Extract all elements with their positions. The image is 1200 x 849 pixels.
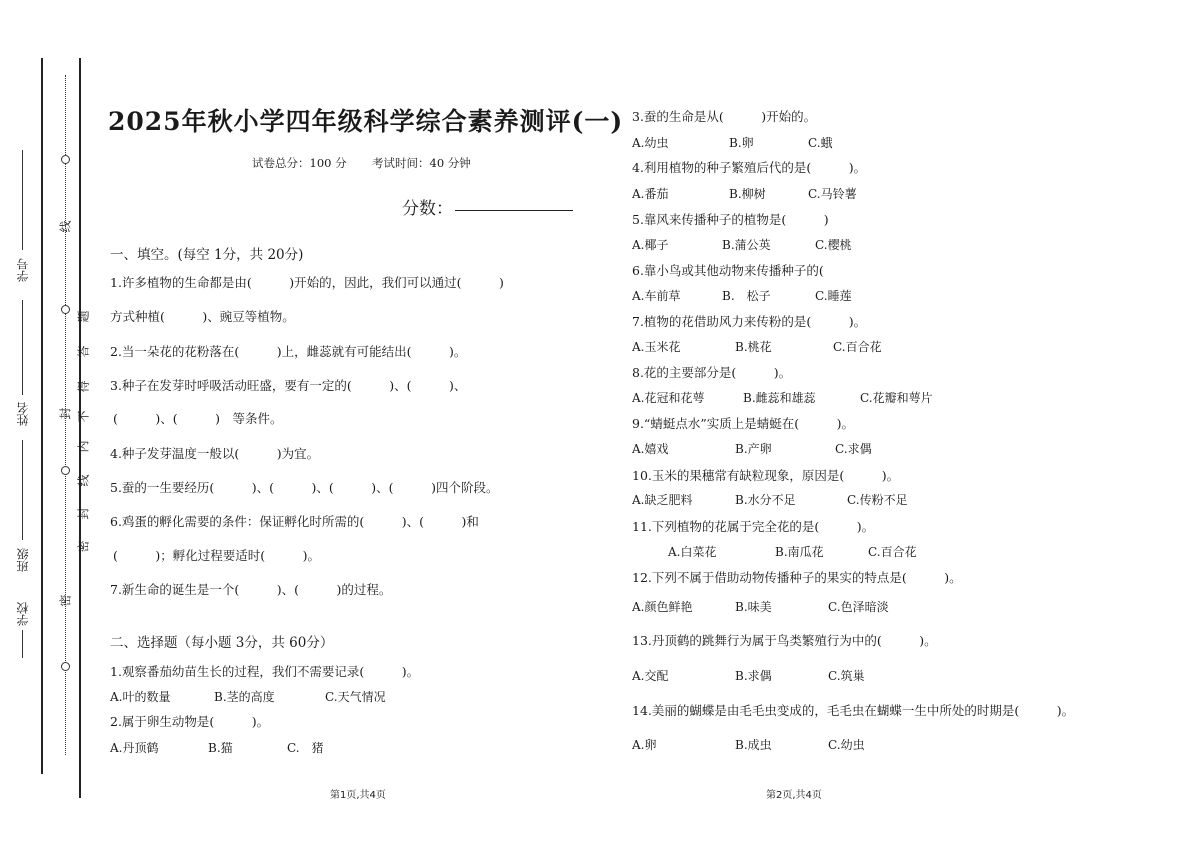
option[interactable]: C.百合花 (868, 545, 917, 559)
option[interactable]: B.求偶 (735, 669, 772, 683)
field-class[interactable] (22, 440, 23, 540)
option[interactable]: B.成虫 (735, 738, 772, 752)
option[interactable]: B.蒲公英 (722, 238, 771, 252)
binding-hole (61, 466, 70, 475)
option[interactable]: A.玉米花 (632, 340, 681, 354)
field-name[interactable] (22, 300, 23, 395)
notice-char: 内 (76, 440, 91, 453)
option[interactable]: C. 猪 (287, 741, 324, 755)
option[interactable]: A.白菜花 (668, 545, 717, 559)
notice-char: 不 (76, 410, 91, 423)
option[interactable]: A.颜色鲜艳 (632, 600, 693, 614)
question-text: 13.丹顶鹤的跳舞行为属于鸟类繁殖行为中的( )。 (632, 633, 937, 648)
option[interactable]: A.嬉戏 (632, 442, 669, 456)
option[interactable]: B.桃花 (735, 340, 772, 354)
fill-line: 方式种植( )、豌豆等植物。 (110, 309, 295, 324)
score-label: 分数： (402, 199, 453, 219)
field-school[interactable] (22, 630, 23, 658)
question-text: 5.靠风来传播种子的植物是( ) (632, 212, 829, 227)
margin-outer-line (41, 58, 43, 774)
option[interactable]: A.交配 (632, 669, 669, 683)
notice-char: 线 (76, 474, 91, 487)
option[interactable]: C.樱桃 (815, 238, 852, 252)
option[interactable]: C.百合花 (833, 340, 882, 354)
fill-line: 3.种子在发芽时呼吸活动旺盛，要有一定的( )、( )、 (110, 378, 467, 393)
question-text: 10.玉米的果穗常有缺粒现象，原因是( )。 (632, 468, 900, 483)
option[interactable]: C.天气情况 (325, 690, 386, 704)
option[interactable]: A.叶的数量 (110, 690, 171, 704)
question-text: 14.美丽的蝴蝶是由毛毛虫变成的，毛毛虫在蝴蝶一生中所处的时期是( )。 (632, 703, 1075, 718)
option[interactable]: B.柳树 (729, 187, 766, 201)
option[interactable]: C.求偶 (835, 442, 872, 456)
option[interactable]: A.缺乏肥料 (632, 493, 693, 507)
page-2-footer: 第2页,共4页 (766, 790, 822, 801)
option[interactable]: B.茎的高度 (214, 690, 275, 704)
field-label-name: 姓名 (16, 402, 30, 426)
question-text: 1.观察番茄幼苗生长的过程，我们不需要记录( )。 (110, 664, 420, 679)
fill-line: ( )；孵化过程要适时( )。 (113, 548, 321, 563)
fill-line: 2.当一朵花的花粉落在( )上，雌蕊就有可能结出( )。 (110, 344, 467, 359)
option[interactable]: C.蛾 (808, 136, 833, 150)
seal-char-xian: 线 (58, 220, 73, 233)
option[interactable]: A.卵 (632, 738, 657, 752)
option[interactable]: B.南瓜花 (775, 545, 824, 559)
fill-line: 1.许多植物的生命都是由( )开始的，因此，我们可以通过( ) (110, 275, 504, 290)
option[interactable]: C.色泽暗淡 (828, 600, 889, 614)
option[interactable]: C.马铃薯 (808, 187, 857, 201)
option[interactable]: C.花瓣和萼片 (860, 391, 933, 405)
option[interactable]: A.车前草 (632, 289, 681, 303)
option[interactable]: B.猫 (208, 741, 233, 755)
question-text: 4.利用植物的种子繁殖后代的是( )。 (632, 160, 867, 175)
option[interactable]: C.筑巢 (828, 669, 865, 683)
field-label-school: 学校 (16, 602, 30, 626)
question-text: 6.靠小鸟或其他动物来传播种子的( (632, 263, 824, 278)
section1-heading: 一、填空。(每空 1分，共 20分) (110, 247, 304, 263)
question-text: 2.属于卵生动物是( )。 (110, 714, 270, 729)
fill-line: 4.种子发芽温度一般以( )为宜。 (110, 446, 320, 461)
binding-hole (61, 305, 70, 314)
option[interactable]: A.花冠和花萼 (632, 391, 705, 405)
seal-char-mi: 密 (58, 594, 73, 607)
fill-line: 6.鸡蛋的孵化需要的条件：保证孵化时所需的( )、( )和 (110, 514, 479, 529)
notice-char: 封 (76, 507, 91, 520)
option[interactable]: B.雌蕊和雄蕊 (743, 391, 816, 405)
option[interactable]: B.水分不足 (735, 493, 796, 507)
seal-char-feng: 封 (58, 407, 73, 420)
notice-char: 答 (76, 345, 91, 358)
page-1-footer: 第1页,共4页 (330, 790, 386, 801)
fill-line: 5.蚕的一生要经历( )、( )、( )、( )四个阶段。 (110, 480, 499, 495)
fill-line: 7.新生命的诞生是一个( )、( )的过程。 (110, 582, 392, 597)
notice-char: 密 (76, 540, 91, 553)
option[interactable]: B.味美 (735, 600, 772, 614)
option[interactable]: A.丹顶鹤 (110, 741, 159, 755)
question-text: 3.蚕的生命是从( )开始的。 (632, 109, 817, 124)
option[interactable]: B.产卵 (735, 442, 772, 456)
option[interactable]: B.卵 (729, 136, 754, 150)
binding-hole (61, 155, 70, 164)
field-student-id[interactable] (22, 150, 23, 250)
question-text: 8.花的主要部分是( )。 (632, 365, 792, 380)
margin-inner-line (79, 58, 81, 798)
option[interactable]: B. 松子 (722, 289, 771, 303)
option[interactable]: C.睡莲 (815, 289, 852, 303)
exam-title: 2025年秋小学四年级科学综合素养测评(一) (108, 107, 624, 136)
fill-line: ( )、( ) 等条件。 (113, 411, 283, 426)
binding-hole (61, 662, 70, 671)
notice-char: 得 (76, 380, 91, 393)
score-field[interactable] (455, 210, 573, 211)
field-label-class: 班级 (16, 548, 30, 572)
question-text: 11.下列植物的花属于完全花的是( )。 (632, 519, 875, 534)
notice-char: 题 (76, 310, 91, 323)
option[interactable]: C.传粉不足 (847, 493, 908, 507)
question-text: 12.下列不属于借助动物传播种子的果实的特点是( )。 (632, 570, 962, 585)
question-text: 7.植物的花借助风力来传粉的是( )。 (632, 314, 867, 329)
option[interactable]: A.椰子 (632, 238, 669, 252)
exam-time: 考试时间：40 分钟 (372, 156, 471, 170)
option[interactable]: C.幼虫 (828, 738, 865, 752)
option[interactable]: A.番茄 (632, 187, 669, 201)
question-text: 9.“蜻蜓点水”实质上是蜻蜓在( )。 (632, 416, 854, 431)
field-label-student-id: 学号 (16, 258, 30, 282)
total-score: 试卷总分：100 分 (252, 156, 347, 170)
section2-heading: 二、选择题（每小题 3分，共 60分） (110, 635, 334, 651)
option[interactable]: A.幼虫 (632, 136, 669, 150)
